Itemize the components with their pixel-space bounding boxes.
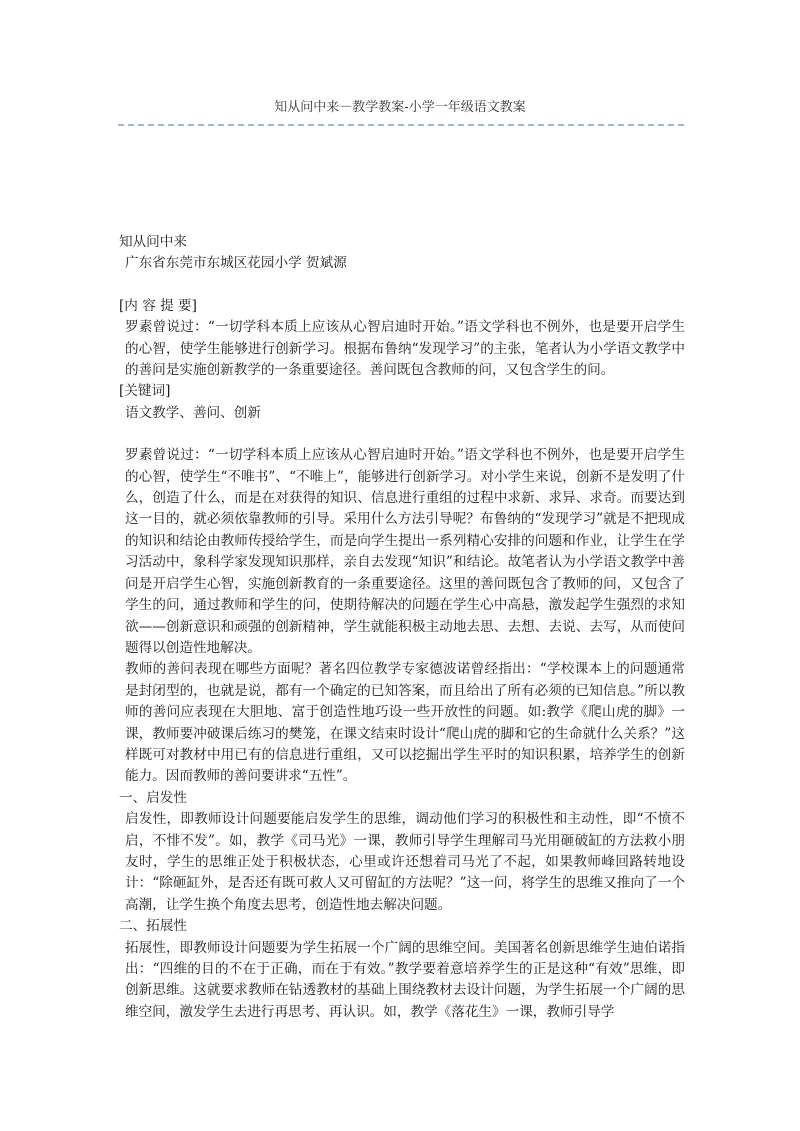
document-body	[119, 232, 685, 1023]
abstract-text: 罗素曾说过：“一切学科本质上应该从心智启迪时开始。”语文学科也不例外，也是要开启学生的心智，使学生能够进行创新学习。根据布鲁纳“发现学习”的主张，笔者认为小学语文教学中的善问是实施创新教学的一条重要途径。善问既包含教师的问，又包含学生的问。	[125, 319, 685, 379]
keywords-label: [关键词]	[119, 383, 171, 400]
section-paragraph: 拓展性，即教师设计问题要为学生拓展一个广阔的思维空间。美国著名创新思维学生迪伯诺指出：“四维的目的不在于正确，而在于有效。”教学要着意培养学生的正是这种“有效”思维，即创新思维。这就要求教师在钻透教材的基础上围绕教材去设计问题，为学生拓展一个广阔的思维空间，激发学生去进行再思考、再认识。如，教学《落花生》一课，教师引导学	[125, 939, 685, 1020]
body-paragraph: 教师的善问表现在哪些方面呢？著名四位教学专家德波诺曾经指出：“学校课本上的问题通常是封闭型的，也就是说，都有一个确定的已知答案，而且给出了所有必须的已知信息。”所以教师的善问应表现在大胆地、富于创造性地巧设一些开放性的问题。如:教学《爬山虎的脚》一课，教师要冲破课后练习的樊笼，在课文结束时设计“爬山虎的脚和它的生命就什么关系？”这样既可对教材中用已有的信息进行重组，又可以挖掘出学生平时的知识积累，培养学生的创新能力。因而教师的善问要讲求“五性”。	[125, 661, 685, 785]
article-title: 知从问中来	[119, 234, 187, 250]
spacer	[119, 275, 685, 296]
section-heading: 二、拓展性	[119, 918, 187, 935]
keywords-text: 语文教学、善问、创新	[125, 404, 261, 421]
section-paragraph: 启发性，即教师设计问题要能启发学生的思维，调动他们学习的积极性和主动性，即“不愤不启，不悱不发”。如，教学《司马光》一课，教师引导学生理解司马光用砸破缸的方法救小朋友时，学生的思维正处于积极状态，心里或许还想着司马光了不起，如果教师峰回路转地设计：“除砸缸外，是否还有既可救人又可留缸的方法呢？”这一问，将学生的思维又推向了一个高潮，让学生换个角度去思考，创造性地去解决问题。	[125, 811, 685, 913]
article-author: 广东省东莞市东城区花园小学 贺斌源	[125, 255, 347, 272]
section-heading: 一、启发性	[119, 789, 187, 806]
page-header-title: 知从问中来－教学教案-小学一年级语文教案	[274, 100, 526, 115]
header-dashed-divider	[118, 124, 684, 126]
body-paragraph: 罗素曾说过：“一切学科本质上应该从心智启迪时开始。”语文学科也不例外，也是要开启学生的心智，使学生“不唯书”、“不唯上”，能够进行创新学习。对小学生来说，创新不是发明了什么，创造了什么，而是在对获得的知识、信息进行重组的过程中求新、求异、求奇。而要达到这一目的，就必须依靠教师的引导。采用什么方法引导呢？布鲁纳的“发现学习”就是不把现成的知识和结论由教师传授给学生，而是向学生提出一系列精心安排的问题和作业，让学生在学习活动中，象科学家发现知识那样，亲自去发现“知识”和结论。故笔者认为小学语文教学中善问是开启学生心智，实施创新教育的一条重要途径。这里的善问既包含了教师的问，又包含了学生的问，通过教师和学生的问，使期待解决的问题在学生心中高悬，激发起学生强烈的求知欲——创新意识和顽强的创新精神，学生就能积极主动地去思、去想、去说、去写，从而使问题得以创造性地解决。	[125, 447, 685, 656]
spacer	[119, 424, 685, 445]
abstract-label: [内 容 提 要]	[119, 297, 197, 314]
